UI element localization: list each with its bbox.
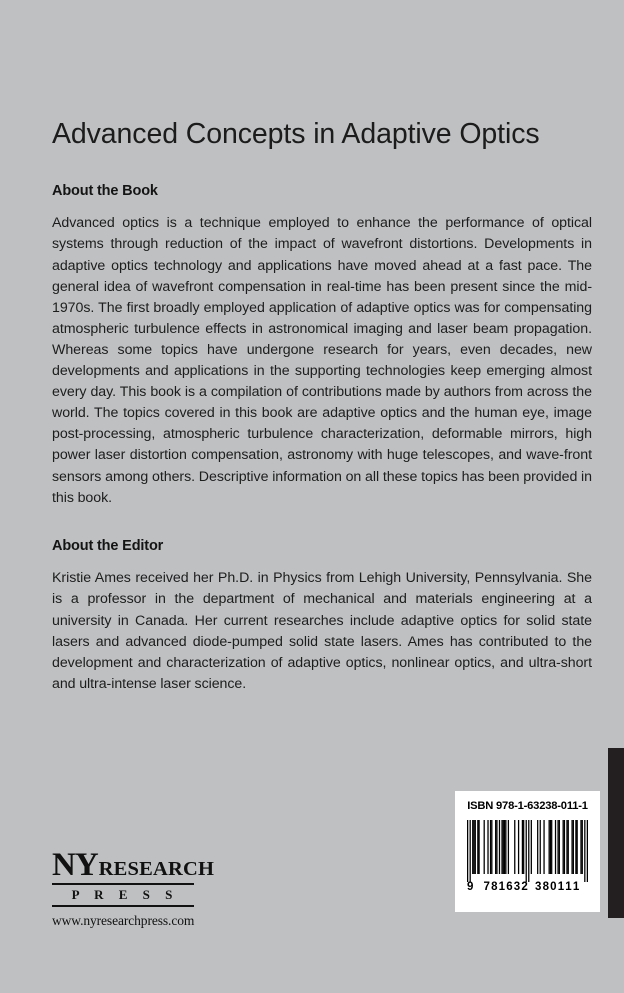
- section-about-the-book: [52, 183, 592, 509]
- spine-edge-band: [608, 748, 624, 918]
- publisher-name-tertiary: P R E S S: [71, 887, 179, 902]
- barcode-right-group: 3 8 0 1 1 1: [534, 881, 580, 893]
- isbn-barcode-block: [455, 791, 600, 912]
- barcode-bars-icon: [467, 820, 588, 882]
- publisher-name-secondary: RESEARCH: [98, 858, 215, 880]
- section-heading-about-the-book: About the Book: [52, 183, 158, 199]
- publisher-logo: [52, 849, 267, 929]
- section-heading-about-the-editor: About the Editor: [52, 538, 164, 554]
- isbn-number-label: ISBN 978-1-63238-011-1: [467, 800, 588, 812]
- section-body-about-the-book: Advanced optics is a technique employed to enhance the performance of optical systems through reduction of the impact of wavefront distortions. Developments in adaptive optics technology and applications have moved ahead at a fast pace. The general idea of wavefront compensation in real-time has been present since the mid-1970s. The first broadly employed application of adaptive optics was for compensating atmospheric turbulence effects in astronomical imaging and laser beam propagation. Whereas some topics have undergone research for years, even decades, new developments and applications in the supporting technologies keep emerging almost every day. This book is a compilation of contributions made by authors from across the world. The topics covered in this book are adaptive optics and the human eye, image post-processing, atmospheric turbulence characterization, deformable mirrors, high power laser distortion compensation, astronomy with huge telescopes, and wave-front sensors among others. Descriptive information on all these topics has been provided in this book.: [52, 215, 592, 506]
- section-about-the-editor: [52, 538, 592, 695]
- barcode-lead-digit: 9: [467, 881, 474, 893]
- publisher-logo-wordmark: [52, 849, 267, 882]
- section-body-about-the-editor: Kristie Ames received her Ph.D. in Physics from Lehigh University, Pennsylvania. She is a professor in the department of mechanical and materials engineering at a university in Canada. Her current researches include adaptive optics for solid state lasers and advanced diode-pumped solid state lasers. Ames has contributed to the development and characterization of adaptive optics, nonlinear optics, and ultra-short and ultra-intense laser science.: [52, 570, 592, 692]
- barcode: [467, 820, 588, 893]
- logo-divider-upper: [52, 883, 194, 885]
- logo-divider-lower: [52, 905, 194, 907]
- barcode-left-group: 7 8 1 6 3 2: [483, 881, 528, 893]
- barcode-digits: [467, 881, 588, 893]
- page-title: Advanced Concepts in Adaptive Optics: [52, 118, 540, 151]
- publisher-press-row: [52, 887, 194, 903]
- publisher-name-primary: NY: [52, 847, 98, 883]
- publisher-website-url: www.nyresearchpress.com: [52, 912, 195, 928]
